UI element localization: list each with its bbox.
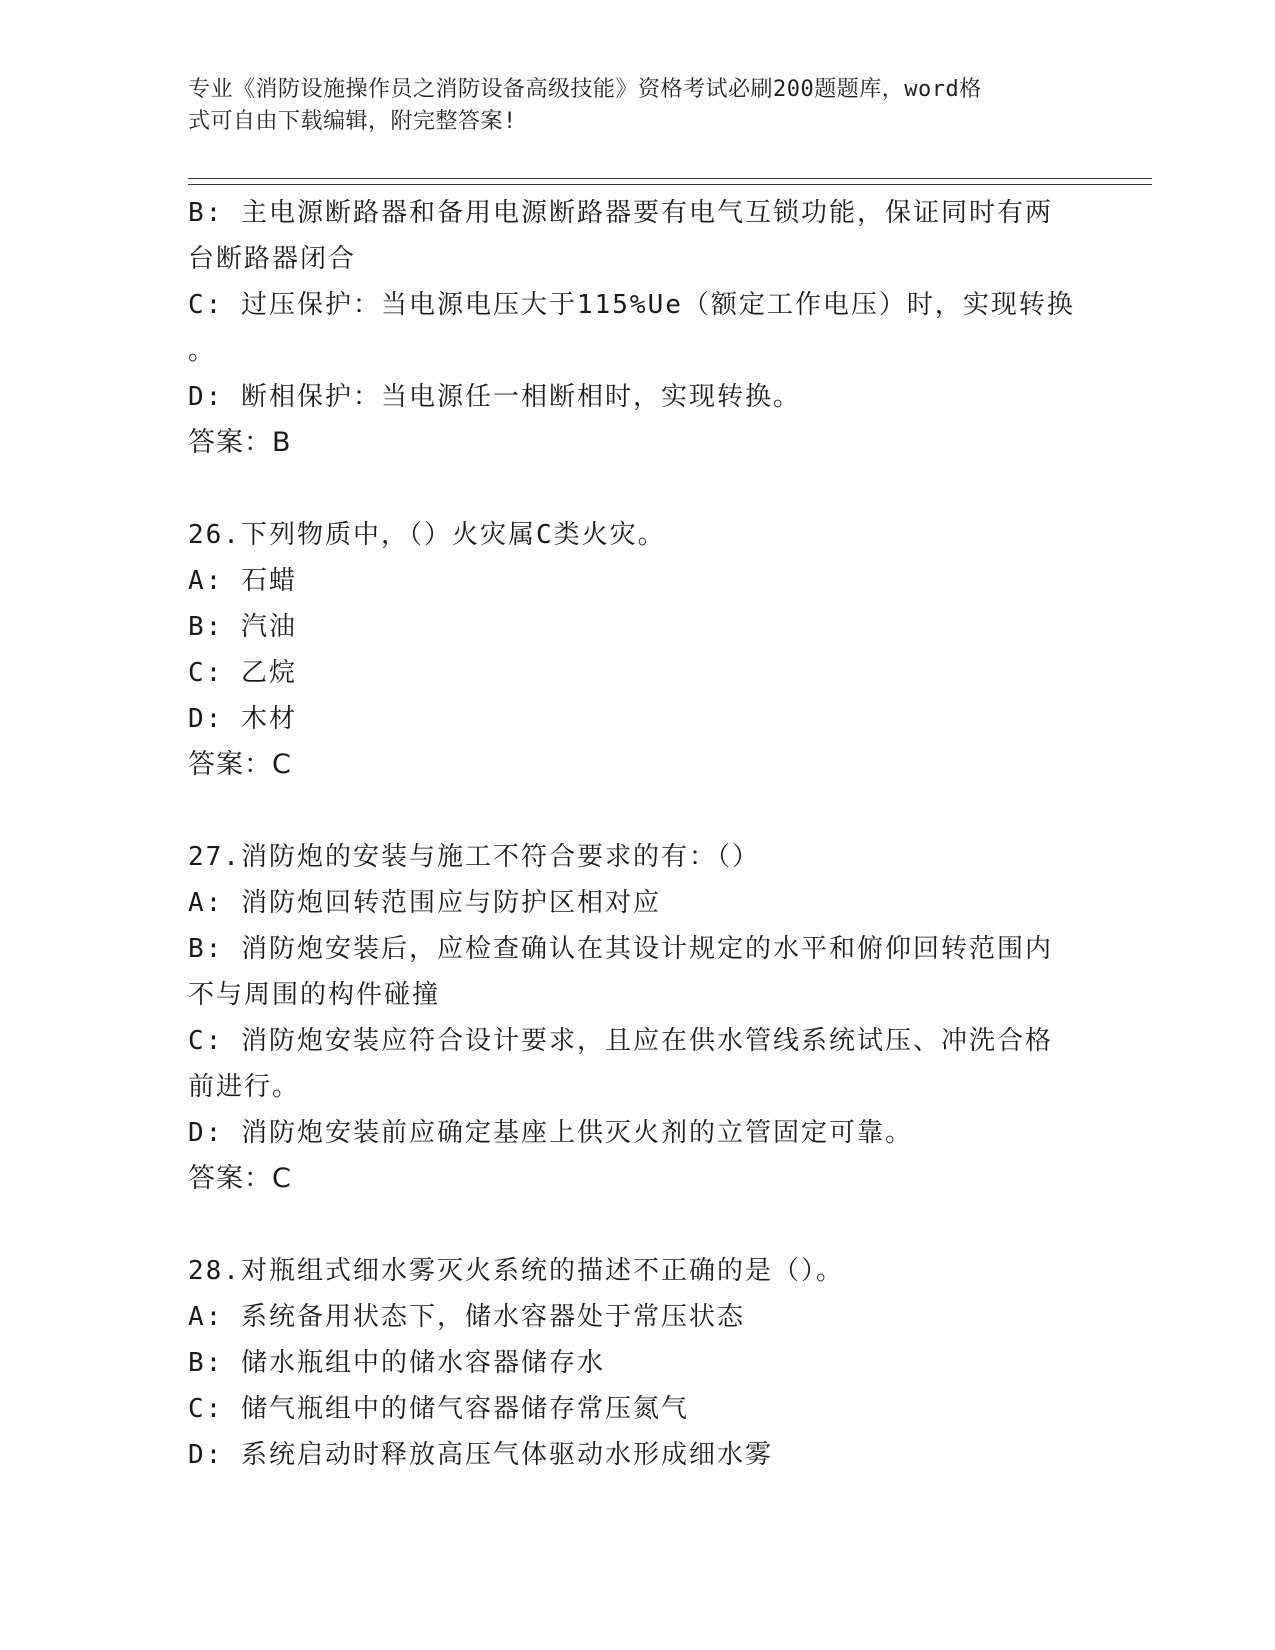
option-a: A: 系统备用状态下，储水容器处于常压状态 <box>188 1302 745 1332</box>
option-d: D: 断相保护：当电源任一相断相时，实现转换。 <box>188 382 801 412</box>
question-28 <box>188 1248 1088 1478</box>
answer: 答案：C <box>188 1163 292 1194</box>
option-b-line-2: 不与周围的构件碰撞 <box>188 980 441 1010</box>
spacer <box>188 788 1088 834</box>
option-b: B: 储水瓶组中的储水容器储存水 <box>188 1348 605 1378</box>
option-d: D: 消防炮安装前应确定基座上供灭火剂的立管固定可靠。 <box>188 1118 913 1148</box>
option-c: C: 乙烷 <box>188 658 297 688</box>
question-text: 27.消防炮的安装与施工不符合要求的有：（） <box>188 842 760 872</box>
header-line-1: 专业《消防设施操作员之消防设备高级技能》资格考试必刷200题题库，word格 <box>188 77 982 102</box>
question-27 <box>188 834 1088 1202</box>
option-c: C: 储气瓶组中的储气容器储存常压氮气 <box>188 1394 689 1424</box>
header-rule-bottom <box>188 184 1152 185</box>
option-c-line-2: 。 <box>188 336 217 366</box>
option-c-line-1: C: 消防炮安装应符合设计要求，且应在供水管线系统试压、冲洗合格 <box>188 1026 1053 1056</box>
option-d: D: 系统启动时释放高压气体驱动水形成细水雾 <box>188 1440 773 1470</box>
option-b: B: 汽油 <box>188 612 297 642</box>
question-25 <box>188 190 1088 466</box>
spacer <box>188 466 1088 512</box>
header-rule-top <box>188 178 1152 179</box>
option-c-line-1: C: 过压保护：当电源电压大于115%Ue（额定工作电压）时，实现转换 <box>188 290 1075 320</box>
option-a: A: 石蜡 <box>188 566 297 596</box>
question-list <box>188 190 1088 1478</box>
question-text: 26.下列物质中，（）火灾属C类火灾。 <box>188 520 666 550</box>
header-line-2: 式可自由下载编辑，附完整答案! <box>188 109 517 134</box>
option-c-line-2: 前进行。 <box>188 1072 301 1102</box>
document-header <box>188 74 1068 138</box>
question-text: 28.对瓶组式细水雾灭火系统的描述不正确的是（）。 <box>188 1256 844 1286</box>
option-b-line-1: B: 消防炮安装后，应检查确认在其设计规定的水平和俯仰回转范围内 <box>188 934 1053 964</box>
answer: 答案：B <box>188 427 292 458</box>
answer: 答案：C <box>188 749 292 780</box>
question-26 <box>188 512 1088 788</box>
spacer <box>188 1202 1088 1248</box>
option-a: A: 消防炮回转范围应与防护区相对应 <box>188 888 661 918</box>
option-d: D: 木材 <box>188 704 297 734</box>
option-b-line-2: 台断路器闭合 <box>188 244 357 274</box>
option-b-line-1: B: 主电源断路器和备用电源断路器要有电气互锁功能，保证同时有两 <box>188 198 1053 228</box>
